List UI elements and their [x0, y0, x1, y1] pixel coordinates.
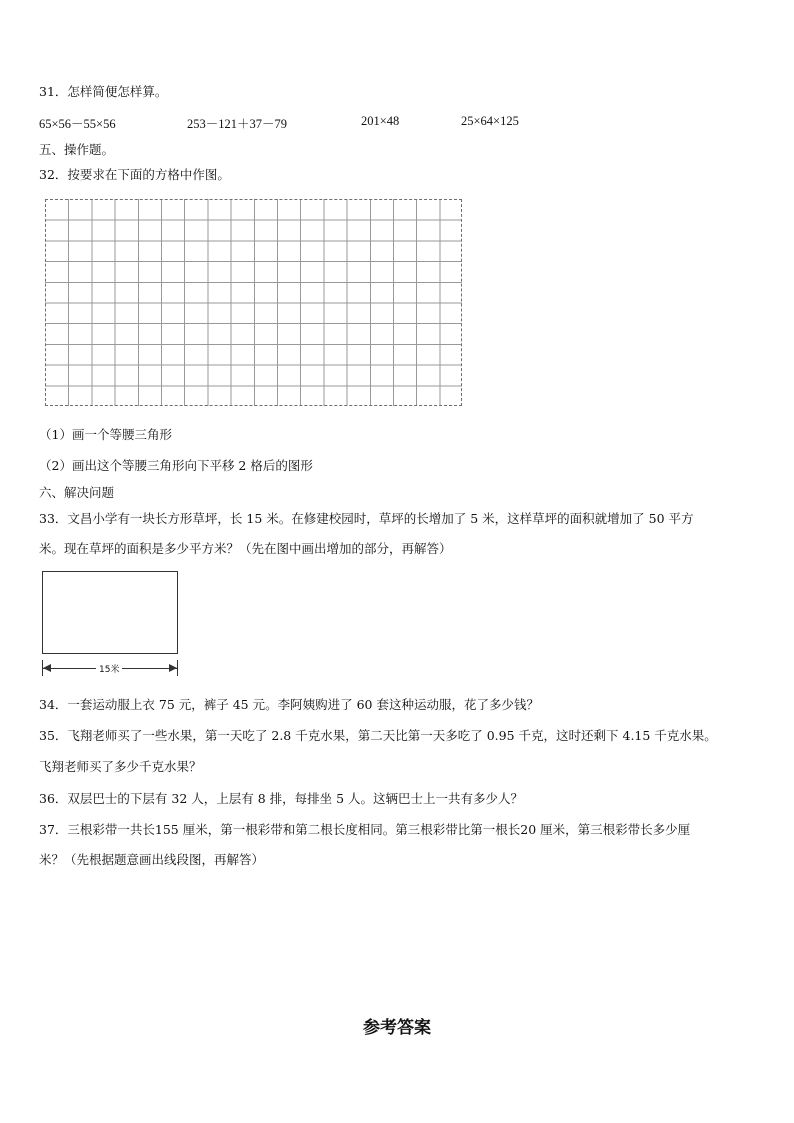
q32-part1: （1）画一个等腰三角形 [39, 427, 172, 442]
expression-1: 65×56－55×56 [39, 117, 116, 131]
q35-line1: 35．飞翔老师买了一些水果，第一天吃了 2.8 千克水果，第二天比第一天多吃了 0.95 千克，这时还剩下 4.15 千克水果。 [39, 728, 717, 743]
expression-2: 253－121＋37－79 [187, 117, 288, 131]
drawing-grid[interactable] [45, 199, 462, 406]
dimension-label: 15米 [96, 662, 122, 675]
q32-part2: （2）画出这个等腰三角形向下平移 2 格后的图形 [39, 458, 313, 473]
expression-4: 25×64×125 [461, 114, 519, 128]
arrow-right-icon [169, 664, 177, 672]
lawn-rectangle [42, 571, 178, 654]
q34: 34．一套运动服上衣 75 元，裤子 45 元。李阿姨购进了 60 套这种运动服，花了多少钱？ [39, 697, 539, 712]
length-dimension [42, 660, 178, 676]
q35-line2: 飞翔老师买了多少千克水果？ [39, 759, 202, 774]
section-6-heading: 六、解决问题 [39, 485, 115, 500]
q37-line1: 37．三根彩带一共长155 厘米，第一根彩带和第二根长度相同。第三根彩带比第一根长20 厘米，第三根彩带长多少厘 [39, 822, 691, 837]
q32-title: 32．按要求在下面的方格中作图。 [39, 167, 230, 182]
q33-line1: 33．文昌小学有一块长方形草坪，长 15 米。在修建校园时，草坪的长增加了 5 米，这样草坪的面积就增加了 50 平方 [39, 511, 694, 526]
section-5-heading: 五、操作题。 [39, 142, 115, 157]
answer-heading: 参考答案 [363, 1018, 431, 1038]
q36: 36．双层巴士的下层有 32 人，上层有 8 排，每排坐 5 人。这辆巴士上一共有多少人？ [39, 791, 524, 806]
arrow-left-icon [43, 664, 51, 672]
q37-line2: 米？（先根据题意画出线段图，再解答） [39, 852, 265, 867]
expression-3: 201×48 [361, 114, 400, 128]
q31-title: 31．怎样简便怎样算。 [39, 84, 168, 99]
q33-line2: 米。现在草坪的面积是多少平方米？（先在图中画出增加的部分，再解答） [39, 541, 452, 556]
